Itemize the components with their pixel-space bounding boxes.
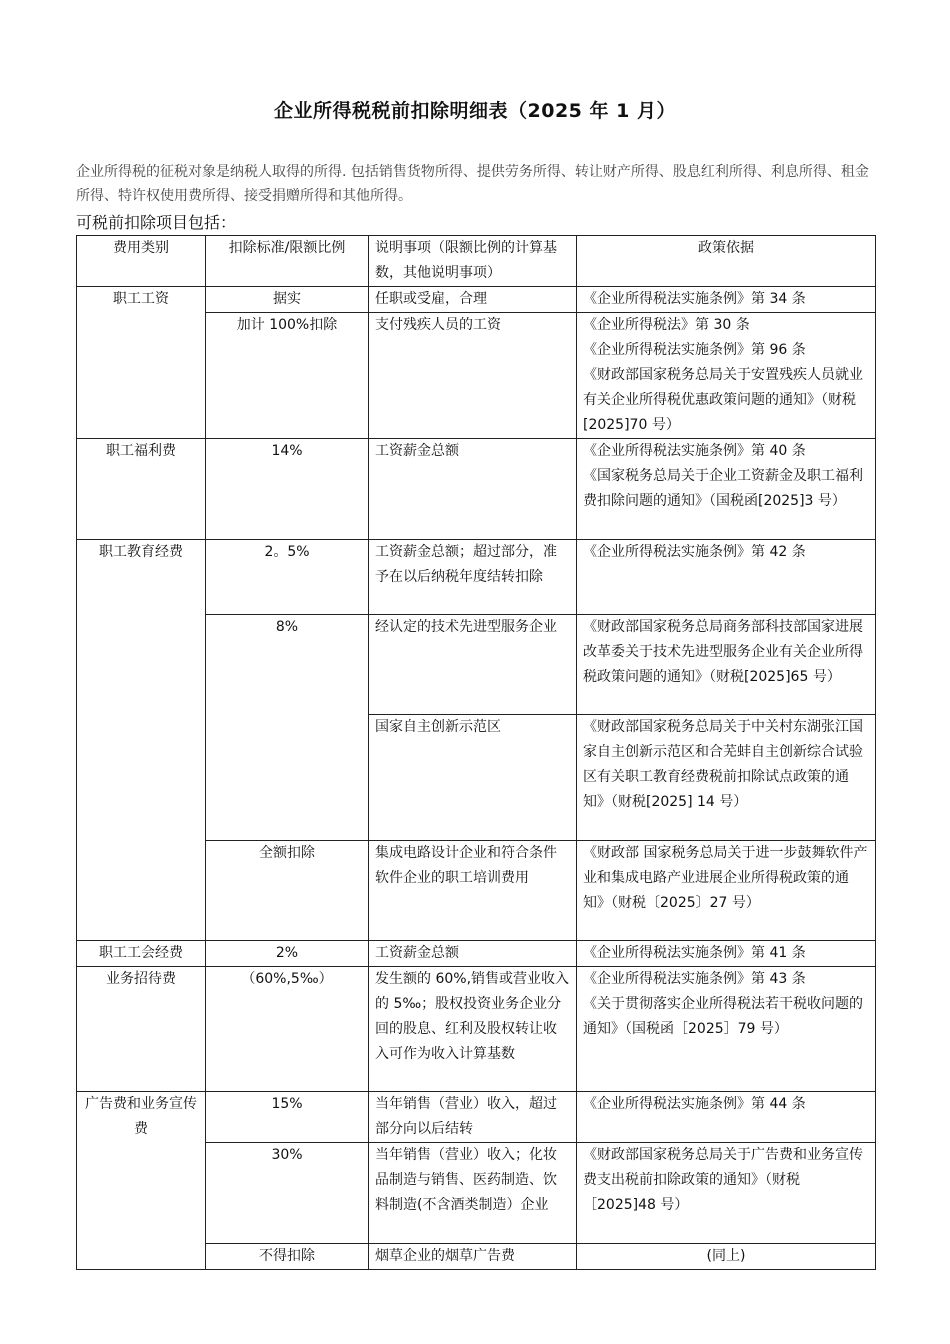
basis-line: 《财政部国家税务总局关于安置残疾人员就业有关企业所得税优惠政策问题的通知》（财税[2025]70 号） (583, 367, 863, 433)
cell-note: 任职或受雇，合理 (369, 287, 577, 313)
table-row (77, 439, 876, 540)
header-standard: 扣除标准/限额比例 (206, 236, 369, 287)
page-title: 企业所得税税前扣除明细表（2025 年 1 月） (274, 100, 676, 122)
cell-basis (577, 1244, 876, 1270)
table-row (77, 287, 876, 313)
cell-category: 职工福利费 (77, 439, 206, 540)
cell-standard: 2% (206, 941, 369, 967)
cell-note: 烟草企业的烟草广告费 (369, 1244, 577, 1270)
cell-standard: 8% (206, 615, 369, 841)
cell-standard: 全额扣除 (206, 841, 369, 941)
cell-basis (577, 540, 876, 615)
cell-note: 集成电路设计企业和符合条件软件企业的职工培训费用 (369, 841, 577, 941)
basis-line: 《企业所得税法实施条例》第 42 条 (583, 544, 806, 560)
basis-line: 《财政部国家税务总局商务部科技部国家进展改革委关于技术先进型服务企业有关企业所得税政策问题的通知》（财税[2025]65 号） (583, 619, 863, 685)
table-row (77, 967, 876, 1092)
cell-basis (577, 313, 876, 439)
basis-line: 《财政部国家税务总局关于广告费和业务宣传费支出税前扣除政策的通知》（财税［2025]48 号） (583, 1147, 863, 1213)
cell-standard: 据实 (206, 287, 369, 313)
cell-category: 职工工资 (77, 287, 206, 439)
cell-standard: （60%,5‰） (206, 967, 369, 1092)
cell-note: 支付残疾人员的工资 (369, 313, 577, 439)
cell-note: 国家自主创新示范区 (369, 715, 577, 841)
basis-line: 《企业所得税法实施条例》第 44 条 (583, 1096, 806, 1112)
cell-note: 工资薪金总额 (369, 439, 577, 540)
basis-line: 《企业所得税法实施条例》第 41 条 (583, 945, 806, 961)
cell-basis (577, 715, 876, 841)
cell-basis (577, 615, 876, 715)
cell-category: 职工教育经费 (77, 540, 206, 941)
cell-note: 经认定的技术先进型服务企业 (369, 615, 577, 715)
cell-note: 工资薪金总额 (369, 941, 577, 967)
cell-basis (577, 841, 876, 941)
basis-line: 《企业所得税法实施条例》第 96 条 (583, 342, 806, 358)
cell-basis (577, 287, 876, 313)
header-category: 费用类别 (77, 236, 206, 287)
basis-line: 《财政部国家税务总局关于中关村东湖张江国家自主创新示范区和合芜蚌自主创新综合试验区有关职工教育经费税前扣除试点政策的通知》（财税[2025] 14 号） (583, 719, 863, 810)
cell-standard: 14% (206, 439, 369, 540)
cell-standard: 不得扣除 (206, 1244, 369, 1270)
cell-note: 发生额的 60%,销售或营业收入的 5‰；股权投资业务企业分回的股息、红利及股权转让收入可作为收入计算基数 (369, 967, 577, 1092)
basis-line: 《关于贯彻落实企业所得税法若干税收问题的通知》（国税函［2025］79 号） (583, 996, 863, 1037)
cell-basis (577, 967, 876, 1092)
header-basis: 政策依据 (577, 236, 876, 287)
cell-standard: 30% (206, 1143, 369, 1244)
basis-line: 《企业所得税法实施条例》第 43 条 (583, 971, 806, 987)
deduction-lead-text: 可税前扣除项目包括： (76, 213, 237, 232)
cell-basis (577, 1143, 876, 1244)
table-row (77, 941, 876, 967)
cell-standard: 15% (206, 1092, 369, 1143)
basis-line: (同上) (706, 1248, 746, 1264)
table-row (77, 1092, 876, 1143)
cell-note: 当年销售（营业）收入，超过部分向以后结转 (369, 1092, 577, 1143)
table-row (77, 540, 876, 615)
deduction-table (76, 235, 876, 1270)
cell-note: 工资薪金总额；超过部分，准予在以后纳税年度结转扣除 (369, 540, 577, 615)
intro-paragraph: 企业所得税的征税对象是纳税人取得的所得. 包括销售货物所得、提供劳务所得、转让财产所得、股息红利所得、利息所得、租金所得、特许权使用费所得、接受捐赠所得和其他所得。 (76, 164, 869, 204)
cell-basis (577, 439, 876, 540)
cell-basis (577, 941, 876, 967)
basis-line: 《国家税务总局关于企业工资薪金及职工福利费扣除问题的通知》（国税函[2025]3 号） (583, 468, 863, 509)
cell-note: 当年销售（营业）收入；化妆品制造与销售、医药制造、饮料制造(不含酒类制造）企业 (369, 1143, 577, 1244)
table-header-row (77, 236, 876, 287)
basis-line: 《财政部 国家税务总局关于进一步鼓舞软件产业和集成电路产业进展企业所得税政策的通知》（财税〔2025〕27 号） (583, 845, 868, 911)
cell-category: 职工工会经费 (77, 941, 206, 967)
basis-line: 《企业所得税法实施条例》第 40 条 (583, 443, 806, 459)
cell-category: 广告费和业务宣传费 (77, 1092, 206, 1270)
header-note: 说明事项（限额比例的计算基数，其他说明事项） (369, 236, 577, 287)
cell-basis (577, 1092, 876, 1143)
cell-standard: 加计 100%扣除 (206, 313, 369, 439)
cell-category: 业务招待费 (77, 967, 206, 1092)
basis-line: 《企业所得税法实施条例》第 34 条 (583, 291, 806, 307)
basis-line: 《企业所得税法》第 30 条 (583, 317, 750, 333)
cell-standard: 2。5% (206, 540, 369, 615)
